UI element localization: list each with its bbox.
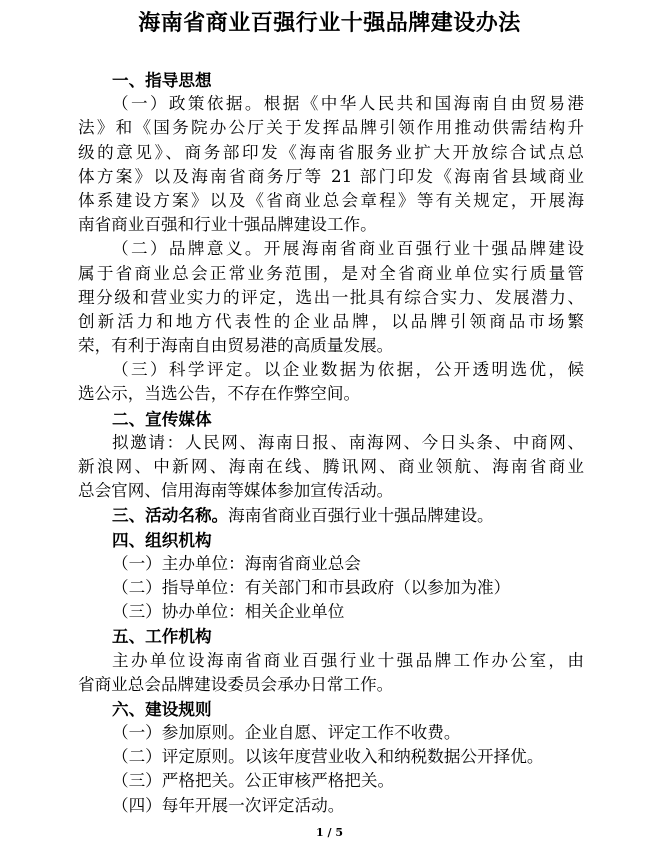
- paragraph-line: （二）品牌意义。开展海南省商业百强行业十强品牌建设: [112, 239, 584, 259]
- paragraph-line: （三）协办单位：相关企业单位: [112, 602, 345, 622]
- paragraph-line: 级的意见》、商务部印发《海南省服务业扩大开放综合试点总: [78, 142, 584, 162]
- paragraph-line: 创新活力和地方代表性的企业品牌，以品牌引领商品市场繁: [78, 311, 584, 331]
- paragraph-line: （二）评定原则。以该年度营业收入和纳税数据公开择优。: [112, 747, 544, 767]
- section-heading: 一、指导思想: [112, 70, 212, 90]
- paragraph-line: 新浪网、中新网、海南在线、腾讯网、商业领航、海南省商业: [78, 457, 584, 476]
- paragraph-line: （三）科学评定。以企业数据为依据，公开透明选优，候: [112, 360, 584, 380]
- paragraph-line: 荣，有利于海南自由贸易港的高质量发展。: [78, 336, 394, 356]
- paragraph-line: 省商业总会品牌建设委员会承办日常工作。: [78, 674, 394, 694]
- paragraph-line: 理分级和营业实力的评定，选出一批具有综合实力、发展潜力、: [78, 287, 584, 307]
- paragraph-line: 体系建设方案》以及《省商业总会章程》等有关规定，开展海: [78, 190, 584, 210]
- paragraph-line: 拟邀请：人民网、海南日报、南海网、今日头条、中商网、: [112, 432, 584, 452]
- paragraph-line: （一）主办单位：海南省商业总会: [112, 553, 361, 573]
- section-heading: 五、工作机构: [112, 626, 212, 647]
- section-heading: 二、宣传媒体: [112, 408, 212, 429]
- paragraph-line: 体方案》以及海南省商务厅等 21 部门印发《海南省县域商业: [78, 166, 584, 186]
- paragraph-line: 法》和《国务院办公厅关于发挥品牌引领作用推动供需结构升: [78, 118, 584, 138]
- document-title: 海南省商业百强行业十强品牌建设办法: [138, 10, 521, 36]
- paragraph-line: 南省商业百强和行业十强品牌建设工作。: [78, 215, 377, 235]
- paragraph-line: 主办单位设海南省商业百强行业十强品牌工作办公室，由: [112, 650, 584, 670]
- section-heading-label: 三、活动名称。: [112, 505, 229, 526]
- paragraph-line: （一）参加原则。企业自愿、评定工作不收费。: [112, 723, 461, 743]
- section-heading-text: 海南省商业百强行业十强品牌建设。: [228, 506, 494, 526]
- section-heading: 六、建设规则: [112, 698, 212, 719]
- section-heading-inline: [78, 503, 584, 527]
- paragraph-line: （二）指导单位：有关部门和市县政府（以参加为准）: [112, 577, 511, 597]
- paragraph-line: （三）严格把关。公正审核严格把关。: [112, 771, 395, 791]
- paragraph-line: 总会官网、信用海南等媒体参加宣传活动。: [78, 481, 394, 501]
- paragraph-line: （四）每年开展一次评定活动。: [112, 795, 345, 815]
- paragraph-line: 属于省商业总会正常业务范围，是对全省商业单位实行质量管: [78, 263, 584, 283]
- paragraph-line: 选公示，当选公告，不存在作弊空间。: [78, 384, 361, 404]
- document-body: [78, 68, 584, 818]
- page-number: 1 / 5: [316, 826, 343, 839]
- section-heading: 四、组织机构: [112, 529, 212, 550]
- paragraph-line: （一）政策依据。根据《中华人民共和国海南自由贸易港: [112, 94, 584, 114]
